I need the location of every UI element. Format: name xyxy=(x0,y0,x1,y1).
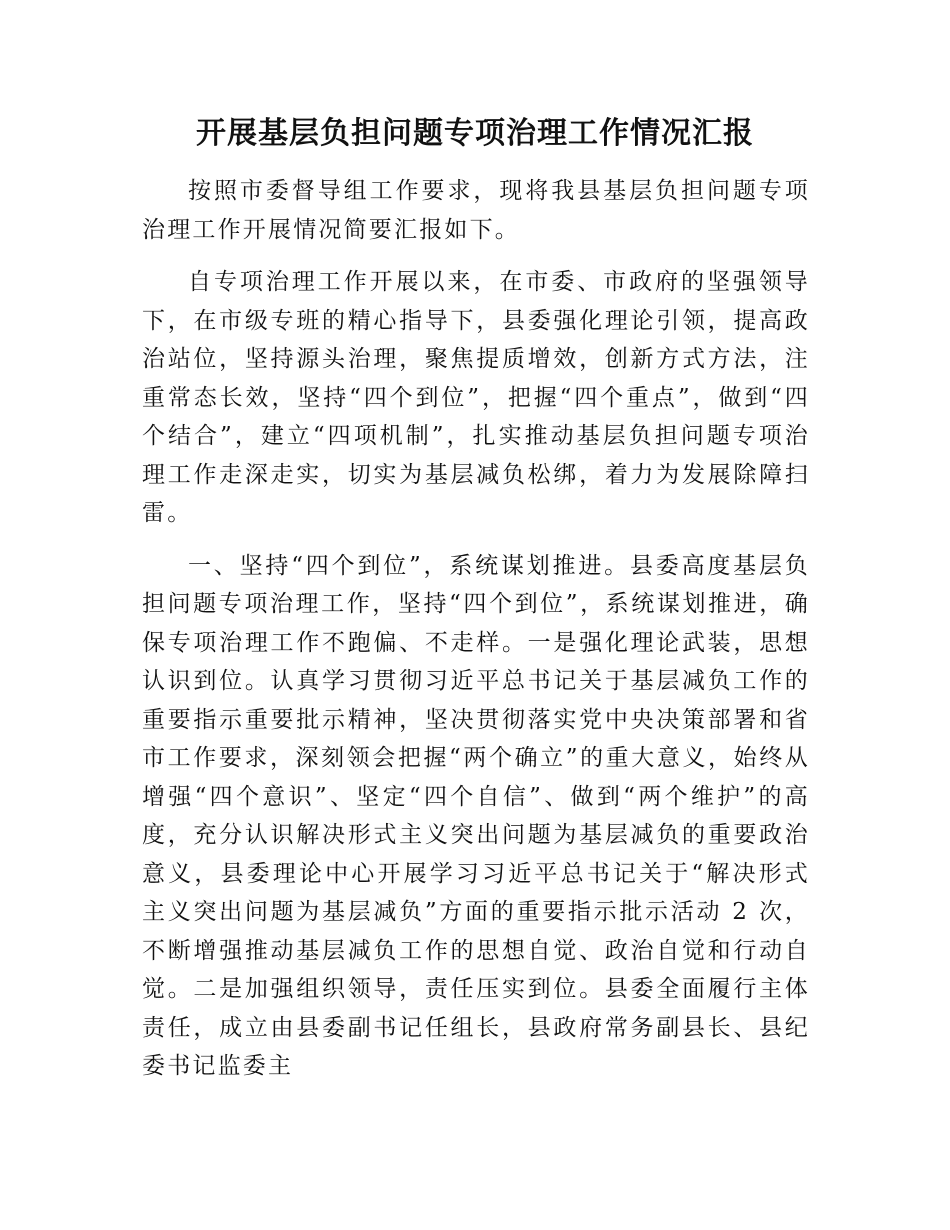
paragraph-intro: 按照市委督导组工作要求，现将我县基层负担问题专项治理工作开展情况简要汇报如下。 xyxy=(142,178,810,243)
paragraph-section-one: 一、坚持“四个到位”，系统谋划推进。县委高度基层负担问题专项治理工作，坚持“四个到位”，系统谋划推进，确保专项治理工作不跑偏、不走样。一是强化理论武装，思想认识到位。认真学习贯彻习近平总书记关于基层减负工作的重要指示重要批示精神，坚决贯彻落实党中央决策部署和省市工作要求，深刻领会把握“两个确立”的重大意义，始终从增强“四个意识”、坚定“四个自信”、做到“两个维护”的高度，充分认识解决形式主义突出问题为基层减负的重要政治意义，县委理论中心开展学习习近平总书记关于“解决形式主义突出问题为基层减负”方面的重要指示批示活动 2 次，不断增强推动基层减负工作的思想自觉、政治自觉和行动自觉。二是加强组织领导，责任压实到位。县委全面履行主体责任，成立由县委副书记任组长，县政府常务副县长、县纪委书记监委主 xyxy=(142,552,810,1079)
document-title: 开展基层负担问题专项治理工作情况汇报 xyxy=(196,116,754,151)
paragraph-overview: 自专项治理工作开展以来，在市委、市政府的坚强领导下，在市级专班的精心指导下，县委强化理论引领，提高政治站位，坚持源头治理，聚焦提质增效，创新方式方法，注重常态长效，坚持“四个到位”，把握“四个重点”，做到“四个结合”，建立“四项机制”，扎实推动基层负担问题专项治理工作走深走实，切实为基层减负松绑，着力为发展除障扫雷。 xyxy=(142,269,810,526)
document-body xyxy=(142,172,810,1100)
